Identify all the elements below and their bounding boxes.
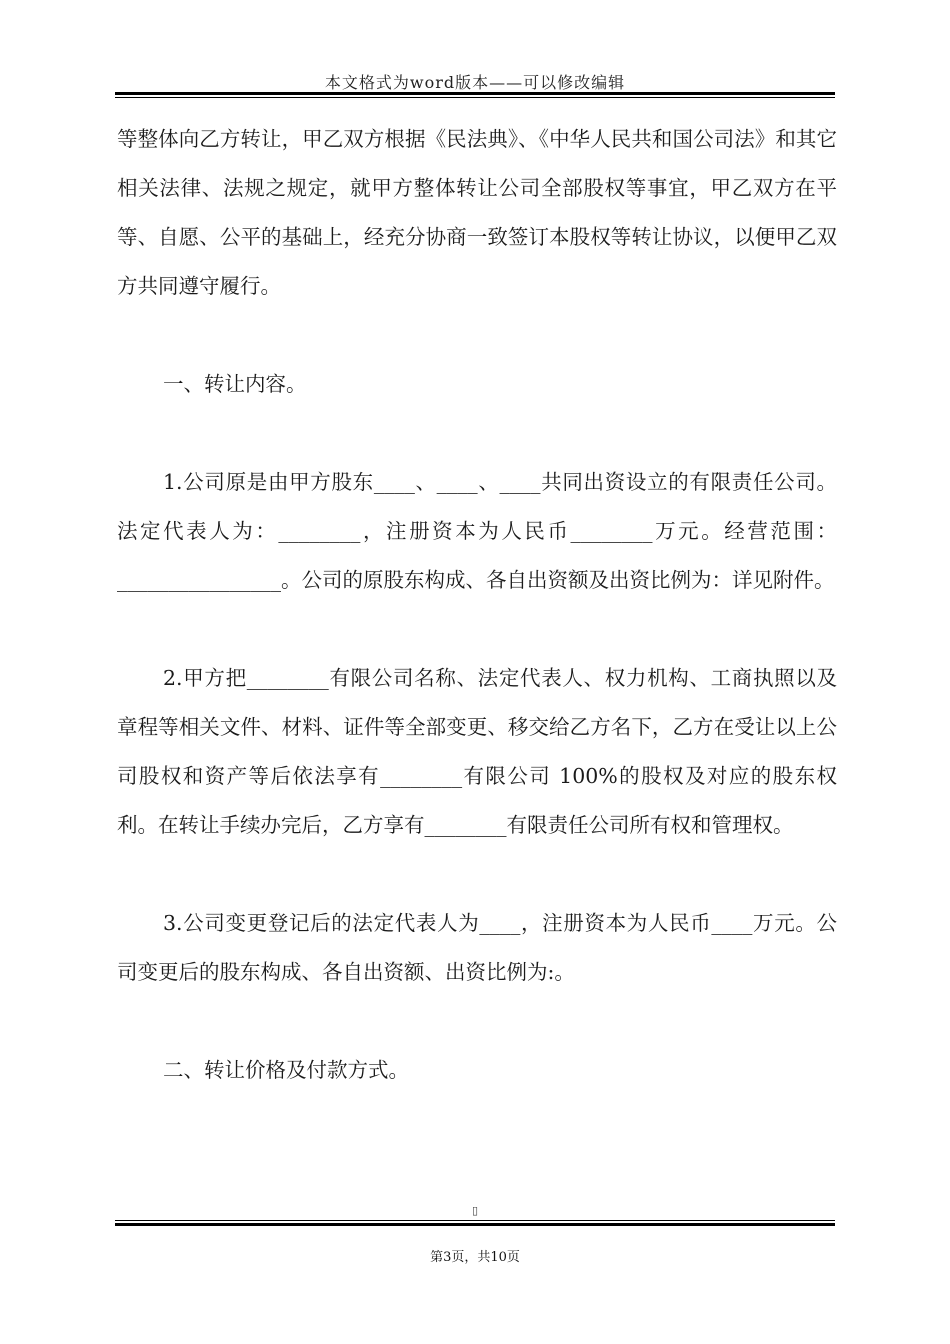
footer-rule-thick: [115, 1223, 835, 1226]
clause-1: 1.公司原是由甲方股东____、____、____共同出资设立的有限责任公司。法定代表人为：________，注册资本为人民币________万元。经营范围：________________。公司的原股东构成、各自出资额及出资比例为：详见附件。: [117, 470, 837, 592]
clause-3: 3.公司变更登记后的法定代表人为____，注册资本为人民币____万元。公司变更后的股东构成、各自出资额、出资比例为:。: [117, 911, 837, 984]
section-heading-transfer-content: 一、转让内容。: [163, 372, 307, 396]
footer-mark: ▯: [471, 1204, 479, 1217]
section-heading-price-payment: 二、转让价格及付款方式。: [163, 1058, 409, 1082]
page-number: 第3页，共10页: [430, 1250, 520, 1265]
paragraph-continuation: 等整体向乙方转让，甲乙双方根据《民法典》、《中华人民共和国公司法》和其它相关法律、法规之规定，就甲方整体转让公司全部股权等事宜，甲乙双方在平等、自愿、公平的基础上，经充分协商一致签订本股权等转让协议，以便甲乙双方共同遵守履行。: [117, 127, 837, 298]
header-rule-thick: [115, 92, 835, 95]
header-text: 本文格式为word版本——可以修改编辑: [324, 73, 626, 92]
clause-2: 2.甲方把________有限公司名称、法定代表人、权力机构、工商执照以及章程等相关文件、材料、证件等全部变更、移交给乙方名下，乙方在受让以上公司股权和资产等后依法享有________有限公司 100%的股权及对应的股东权利。在转让手续办完后，乙方享有________有限责任公司所有权和管理权。: [117, 666, 837, 837]
header-rule-thin: [115, 97, 835, 98]
footer-rule-thin: [115, 1220, 835, 1221]
document-body: [117, 115, 837, 1095]
